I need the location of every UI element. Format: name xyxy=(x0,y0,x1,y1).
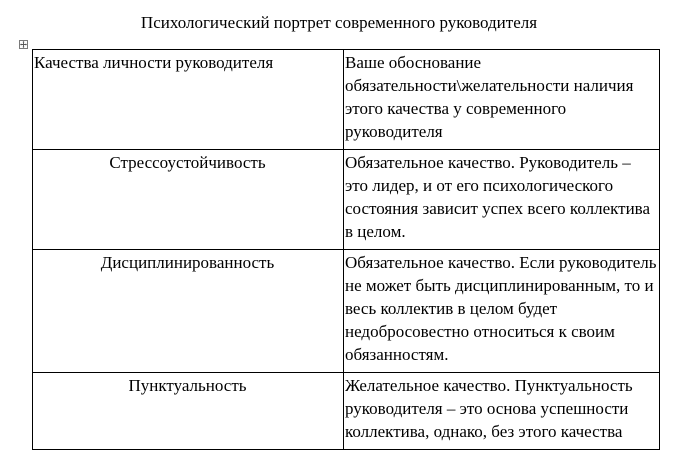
quality-cell: Стрессоустойчивость xyxy=(33,150,344,250)
quality-cell: Дисциплинированность xyxy=(33,250,344,373)
table-row xyxy=(33,150,660,250)
qualities-table xyxy=(32,49,660,450)
move-cross-icon xyxy=(20,41,27,48)
quality-cell: Пунктуальность xyxy=(33,373,344,450)
justification-cell: Обязательное качество. Если руководитель не может быть дисциплинированным, то и весь коллектив в целом будет недобросовестно относиться к своим обязанностям. xyxy=(344,250,660,373)
justification-cell: Обязательное качество. Руководитель – это лидер, и от его психологического состояния зависит успех всего коллектива в целом. xyxy=(344,150,660,250)
table-header-row xyxy=(33,50,660,150)
table-row xyxy=(33,250,660,373)
document-title: Психологический портрет современного руководителя xyxy=(140,13,538,32)
table-move-handle-icon[interactable] xyxy=(19,40,28,49)
header-quality-cell: Качества личности руководителя xyxy=(33,50,344,150)
table-row xyxy=(33,373,660,450)
justification-cell: Желательное качество. Пунктуальность руководителя – это основа успешности коллектива, однако, без этого качества xyxy=(344,373,660,450)
header-justification-cell: Ваше обоснование обязательности\желательности наличия этого качества у современного руководителя xyxy=(344,50,660,150)
